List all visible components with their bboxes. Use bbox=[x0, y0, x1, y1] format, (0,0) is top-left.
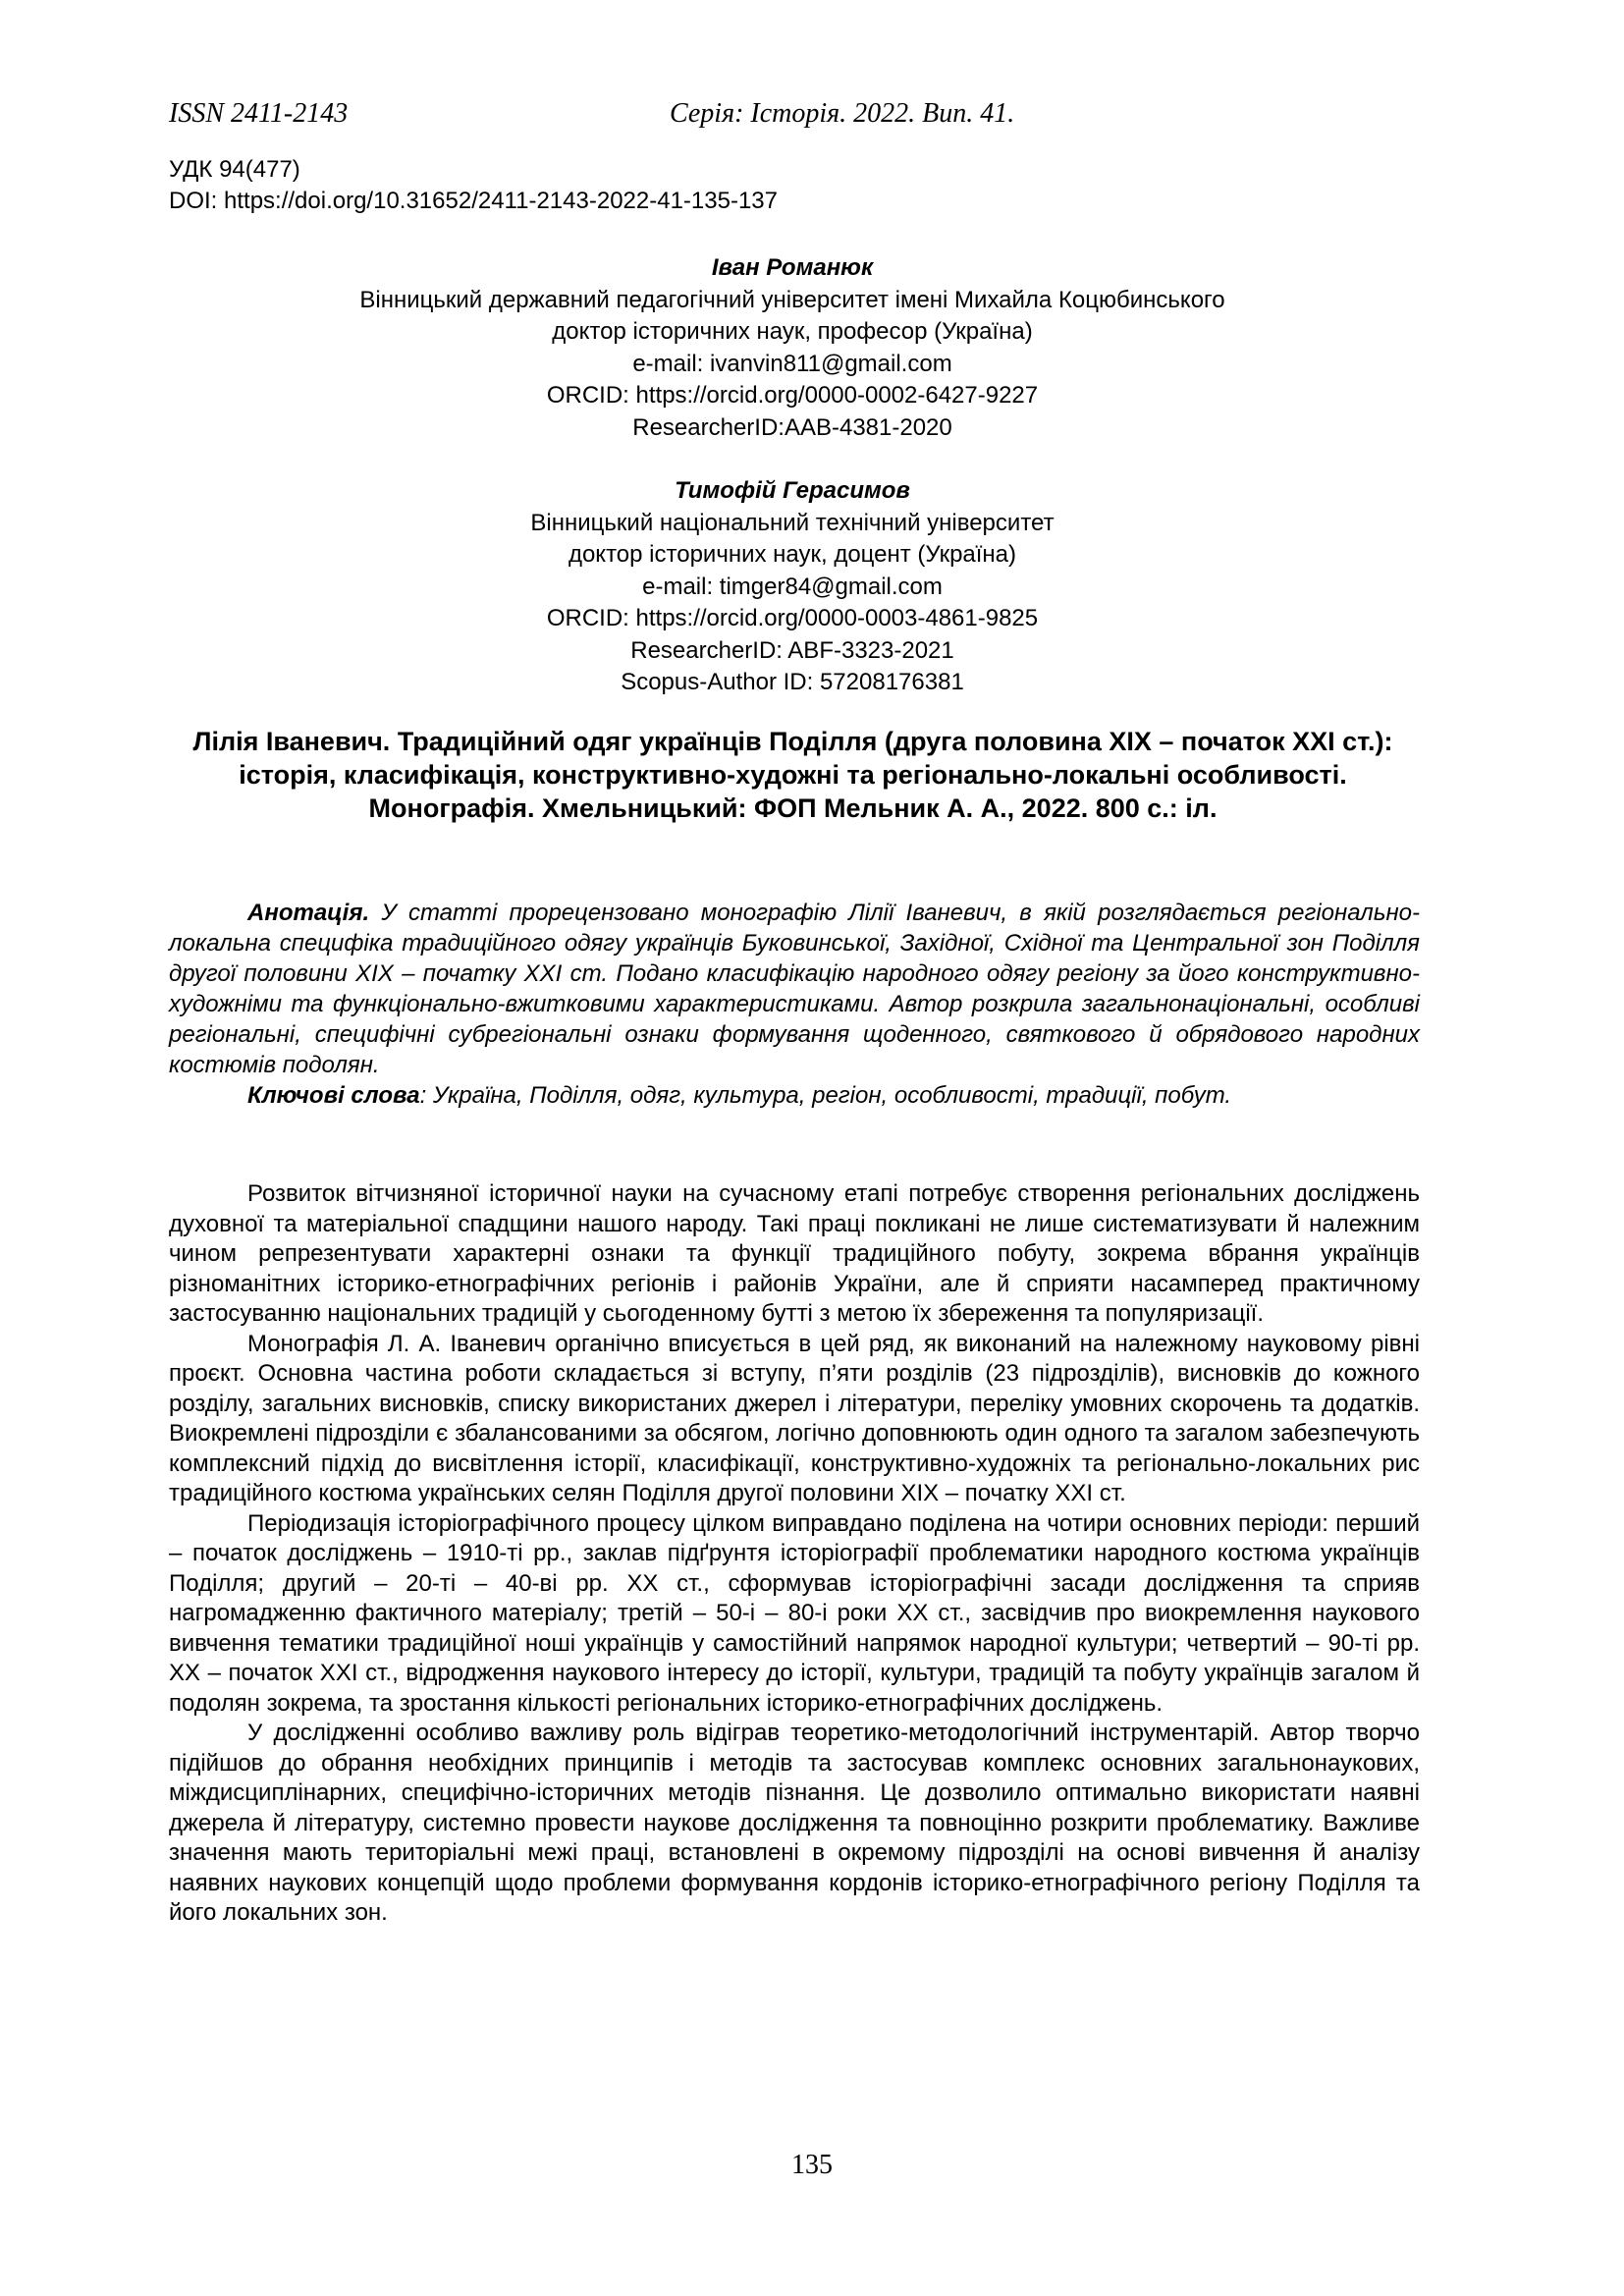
author-email[interactable]: e-mail: timger84@gmail.com bbox=[642, 573, 943, 600]
author-affiliation: Вінницький державний педагогічний університет імені Михайла Коцюбинського bbox=[359, 286, 1225, 313]
author-orcid[interactable]: ORCID: https://orcid.org/0000-0003-4861-9825 bbox=[546, 605, 1039, 631]
abstract-label: Анотація. bbox=[247, 900, 370, 926]
keywords-label: Ключові слова bbox=[247, 1082, 420, 1109]
review-title: Лілія Іваневич. Традиційний одяг українців Поділля (друга половина ХІХ – початок ХХІ ст.): історія, класифікація, конструктивно-художні та регіонально-локальні особливості. Монографія. Хмельницький: ФОП Мельник А. А., 2022. 800 с.: іл. bbox=[192, 727, 1393, 823]
body-text bbox=[169, 1179, 1420, 1929]
author-researcher-id: ResearcherID:AAB-4381-2020 bbox=[632, 413, 952, 441]
keywords-paragraph bbox=[169, 1080, 1420, 1111]
author-degree: доктор історичних наук, професор (Україна) bbox=[552, 318, 1033, 345]
body-paragraph: Розвиток вітчизняної історичної науки на сучасному етапі потребує створення регіональних досліджень духовної та матеріальної спадщини нашого народу. Такі праці покликані не лише систематизувати й належним чином репрезентувати характерні ознаки та функції традиційного побуту, зокрема вбрання українців різноманітних історико-етнографічних регіонів і районів України, але й сприяти насамперед практичному застосуванню національних традицій у сьогоденному бутті з метою їх збереження та популяризації. bbox=[169, 1180, 1420, 1327]
article-meta bbox=[169, 154, 778, 217]
author-email[interactable]: e-mail: ivanvin811@gmail.com bbox=[632, 350, 952, 377]
body-paragraph: Монографія Л. А. Іваневич органічно вписується в цей ряд, як виконаний на належному науковому рівні проєкт. Основна частина роботи складається зі вступу, п’яти розділів (23 підрозділів), висновків до кожного розділу, загальних висновків, списку використаних джерел і літератури, переліку умовних скорочень та додатків. Виокремлені підрозділи є збалансованими за обсягом, логічно доповнюють один одного та загалом забезпечують комплексний підхід до висвітлення історії, класифікації, конструктивно-художніх та регіонально-локальних рис традиційного костюма українських селян Поділля другої половини ХІХ – початку ХХІ ст. bbox=[169, 1330, 1420, 1506]
author-scopus-id: Scopus-Author ID: 57208176381 bbox=[621, 669, 964, 695]
abstract-section bbox=[169, 898, 1420, 1111]
authors-section bbox=[169, 252, 1416, 699]
author-affiliation: Вінницький національний технічний університет bbox=[530, 509, 1055, 536]
body-paragraph: Періодизація історіографічного процесу цілком виправдано поділена на чотири основних періоди: перший – початок досліджень – 1910-ті рр., заклав підґрунтя історіографії проблематики народного костюма українців Поділля; другий – 20-ті – 40-ві рр. ХХ ст., сформував історіографічні засади дослідження та сприяв нагромадженню фактичного матеріалу; третій – 50-і – 80-і роки ХХ ст., засвідчив про виокремлення наукового вивчення тематики традиційної ноші українців у самостійний напрямок народної культури; четвертий – 90-ті рр. ХХ – початок ХХІ ст., відродження наукового інтересу до історії, культури, традицій та побуту українців загалом й подолян зокрема, та зростання кількості регіональних історико-етнографічних досліджень. bbox=[169, 1509, 1420, 1717]
author-researcher-id: ResearcherID: ABF-3323-2021 bbox=[630, 636, 954, 664]
author-name: Іван Романюк bbox=[711, 254, 874, 281]
author-name: Тимофій Герасимов bbox=[675, 477, 910, 504]
author-degree: доктор історичних наук, доцент (Україна) bbox=[568, 541, 1017, 568]
author-block bbox=[169, 475, 1416, 699]
abstract-paragraph bbox=[169, 898, 1420, 1080]
abstract-text: У статті прорецензовано монографію Лілії Іваневич, в якій розглядається регіонально-локальна специфіка традиційного одягу українців Буковинської, Західної, Східної та Центральної зон Поділля другої половини ХІХ – початку ХХІ ст. Подано класифікацію народного одягу регіону за його конструктивно-художніми та функціонально-вжитковими характеристиками. Автор розкрила загальнонаціональні, особливі регіональні, специфічні субрегіональні ознаки формування щоденного, святкового й обрядового народних костюмів подолян. bbox=[169, 900, 1420, 1078]
author-orcid[interactable]: ORCID: https://orcid.org/0000-0002-6427-9227 bbox=[546, 382, 1039, 409]
running-header-series: Серія: Історія. 2022. Вип. 41. bbox=[670, 98, 1015, 129]
keywords-text: : Україна, Поділля, одяг, культура, регіон, особливості, традиції, побут. bbox=[419, 1082, 1232, 1109]
page-number: 135 bbox=[791, 2150, 833, 2180]
udk-code: УДК 94(477) bbox=[169, 156, 300, 183]
body-paragraph: У дослідженні особливо важливу роль відіграв теоретико-методологічний інструментарій. Автор творчо підійшов до обрання необхідних принципів і методів та застосував комплекс основних загальнонаукових, міждисциплінарних, специфічно-історичних методів пізнання. Це дозволило оптимально використати наявні джерела й літературу, системно провести наукове дослідження та повноцінно розкрити проблематику. Важливе значення мають територіальні межі праці, встановлені в окремому підрозділі на основі вивчення й аналізу наявних наукових концепцій щодо проблеми формування кордонів історико-етнографічного регіону Поділля та його локальних зон. bbox=[169, 1720, 1420, 1926]
author-block bbox=[169, 252, 1416, 444]
doi-link[interactable]: DOI: https://doi.org/10.31652/2411-2143-2022-41-135-137 bbox=[169, 188, 778, 214]
running-header-issn: ISSN 2411-2143 bbox=[169, 98, 349, 129]
